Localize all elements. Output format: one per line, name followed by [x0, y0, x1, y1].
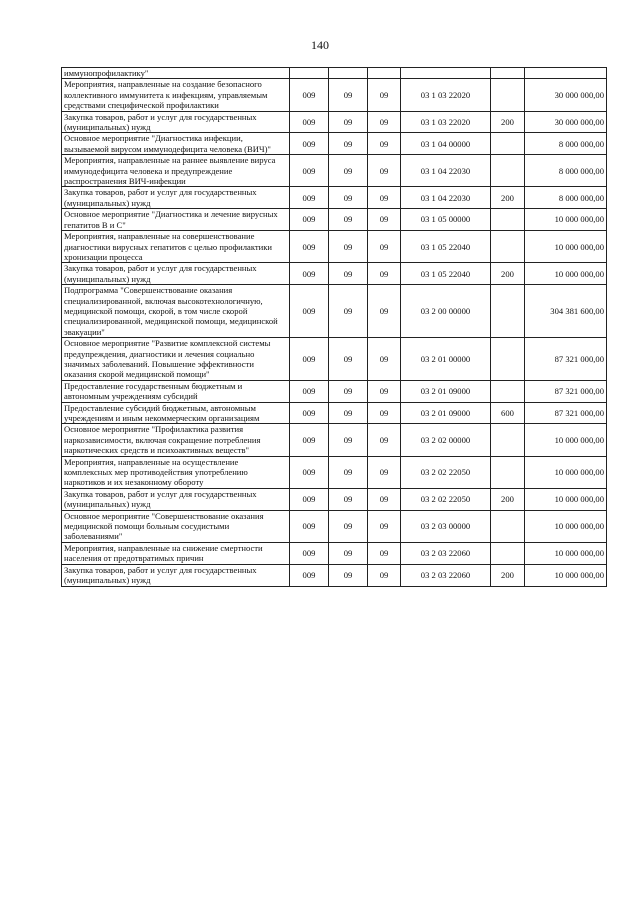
row-name: Предоставление государственным бюджетным и автономным учреждениям субсидий [62, 380, 290, 402]
row-pr: 09 [368, 424, 401, 456]
row-pr: 09 [368, 133, 401, 155]
table-row [62, 285, 607, 338]
row-vr: 200 [491, 263, 525, 285]
row-sum: 8 000 000,00 [525, 187, 607, 209]
row-vr [491, 510, 525, 542]
row-csr: 03 1 04 22030 [401, 155, 491, 187]
row-vr [491, 542, 525, 564]
row-sum: 87 321 000,00 [525, 402, 607, 424]
row-rz: 09 [329, 424, 368, 456]
row-vr: 200 [491, 187, 525, 209]
row-vr: 200 [491, 564, 525, 586]
row-pr: 09 [368, 79, 401, 111]
row-rz: 09 [329, 209, 368, 231]
row-sum: 30 000 000,00 [525, 79, 607, 111]
row-csr: 03 2 03 22060 [401, 542, 491, 564]
row-ved: 009 [290, 424, 329, 456]
row-pr: 09 [368, 380, 401, 402]
row-ved: 009 [290, 133, 329, 155]
row-pr: 09 [368, 338, 401, 381]
row-name: Основное мероприятие "Развитие комплексной системы предупреждения, диагностики и лечения социально значимых заболеваний. Повышение эффективности оказания скорой медицинской помощи" [62, 338, 290, 381]
row-vr [491, 285, 525, 338]
row-ved: 009 [290, 380, 329, 402]
row-sum [525, 68, 607, 79]
row-vr [491, 209, 525, 231]
row-sum: 87 321 000,00 [525, 380, 607, 402]
row-pr: 09 [368, 263, 401, 285]
row-ved [290, 68, 329, 79]
row-ved: 009 [290, 231, 329, 263]
row-name: Предоставление субсидий бюджетным, автономным учреждениям и иным некоммерческим организациям [62, 402, 290, 424]
row-sum: 8 000 000,00 [525, 155, 607, 187]
row-name: Закупка товаров, работ и услуг для государственных (муниципальных) нужд [62, 263, 290, 285]
row-sum: 10 000 000,00 [525, 564, 607, 586]
row-ved: 009 [290, 338, 329, 381]
row-ved: 009 [290, 111, 329, 133]
row-ved: 009 [290, 209, 329, 231]
row-name: Закупка товаров, работ и услуг для государственных (муниципальных) нужд [62, 187, 290, 209]
table-row [62, 111, 607, 133]
row-csr: 03 2 02 22050 [401, 456, 491, 488]
row-rz: 09 [329, 380, 368, 402]
row-name: Мероприятия, направленные на раннее выявление вируса иммунодефицита человека и предупреждение распространения ВИЧ-инфекции [62, 155, 290, 187]
row-vr [491, 79, 525, 111]
row-rz: 09 [329, 510, 368, 542]
row-vr [491, 456, 525, 488]
row-sum: 10 000 000,00 [525, 424, 607, 456]
row-ved: 009 [290, 263, 329, 285]
row-csr: 03 1 05 22040 [401, 263, 491, 285]
row-name: Мероприятия, направленные на создание безопасного коллективного иммунитета к инфекциям, управляемым средствами специфической профилактики [62, 79, 290, 111]
row-ved: 009 [290, 488, 329, 510]
row-rz: 09 [329, 338, 368, 381]
row-rz: 09 [329, 111, 368, 133]
row-rz: 09 [329, 402, 368, 424]
row-sum: 30 000 000,00 [525, 111, 607, 133]
table-row [62, 564, 607, 586]
row-vr [491, 133, 525, 155]
table-row [62, 456, 607, 488]
table-row [62, 542, 607, 564]
row-name: иммунопрофилактику" [62, 68, 290, 79]
table-row [62, 424, 607, 456]
row-rz: 09 [329, 133, 368, 155]
row-csr: 03 1 05 22040 [401, 231, 491, 263]
table-row [62, 79, 607, 111]
row-vr [491, 380, 525, 402]
row-csr: 03 2 01 09000 [401, 380, 491, 402]
row-csr: 03 1 03 22020 [401, 111, 491, 133]
row-rz: 09 [329, 263, 368, 285]
row-ved: 009 [290, 542, 329, 564]
row-pr: 09 [368, 231, 401, 263]
row-ved: 009 [290, 564, 329, 586]
row-csr: 03 1 04 00000 [401, 133, 491, 155]
table-row [62, 488, 607, 510]
row-ved: 009 [290, 456, 329, 488]
table-row [62, 187, 607, 209]
row-name: Основное мероприятие "Совершенствование оказания медицинской помощи больным сосудистыми заболеваниями" [62, 510, 290, 542]
row-ved: 009 [290, 510, 329, 542]
row-ved: 009 [290, 187, 329, 209]
row-vr [491, 338, 525, 381]
row-ved: 009 [290, 155, 329, 187]
row-csr: 03 2 01 00000 [401, 338, 491, 381]
row-csr: 03 2 03 22060 [401, 564, 491, 586]
row-rz: 09 [329, 155, 368, 187]
row-csr: 03 1 04 22030 [401, 187, 491, 209]
table-row [62, 133, 607, 155]
row-csr: 03 2 03 00000 [401, 510, 491, 542]
row-vr: 200 [491, 111, 525, 133]
budget-table [61, 67, 607, 587]
row-rz: 09 [329, 542, 368, 564]
row-sum: 8 000 000,00 [525, 133, 607, 155]
row-pr [368, 68, 401, 79]
row-name: Закупка товаров, работ и услуг для государственных (муниципальных) нужд [62, 111, 290, 133]
row-vr [491, 68, 525, 79]
row-ved: 009 [290, 285, 329, 338]
table-row [62, 338, 607, 381]
row-name: Мероприятия, направленные на снижение смертности населения от предотвратимых причин [62, 542, 290, 564]
row-pr: 09 [368, 488, 401, 510]
row-csr: 03 2 02 22050 [401, 488, 491, 510]
page-number: 140 [311, 38, 329, 52]
row-sum: 10 000 000,00 [525, 488, 607, 510]
row-name: Основное мероприятие "Диагностика инфекции, вызываемой вирусом иммунодефицита человека (ВИЧ)" [62, 133, 290, 155]
row-rz: 09 [329, 488, 368, 510]
table-row [62, 263, 607, 285]
row-vr: 200 [491, 488, 525, 510]
row-sum: 10 000 000,00 [525, 456, 607, 488]
row-csr [401, 68, 491, 79]
row-csr: 03 1 05 00000 [401, 209, 491, 231]
row-pr: 09 [368, 542, 401, 564]
budget-table-body [62, 68, 607, 587]
row-vr [491, 155, 525, 187]
row-sum: 10 000 000,00 [525, 542, 607, 564]
table-row [62, 510, 607, 542]
row-name: Основное мероприятие "Диагностика и лечение вирусных гепатитов В и С" [62, 209, 290, 231]
row-pr: 09 [368, 209, 401, 231]
row-name: Основное мероприятие "Профилактика развития наркозависимости, включая сокращение потребления наркотических средств и психоактивных веществ" [62, 424, 290, 456]
row-vr: 600 [491, 402, 525, 424]
table-row [62, 155, 607, 187]
table-row [62, 68, 607, 79]
row-sum: 87 321 000,00 [525, 338, 607, 381]
row-pr: 09 [368, 510, 401, 542]
row-pr: 09 [368, 111, 401, 133]
row-pr: 09 [368, 285, 401, 338]
table-row [62, 380, 607, 402]
row-pr: 09 [368, 155, 401, 187]
row-rz [329, 68, 368, 79]
row-vr [491, 231, 525, 263]
row-sum: 10 000 000,00 [525, 231, 607, 263]
table-row [62, 402, 607, 424]
row-name: Мероприятия, направленные на осуществление комплексных мер противодействия употреблению наркотиков и их незаконному обороту [62, 456, 290, 488]
row-pr: 09 [368, 402, 401, 424]
row-pr: 09 [368, 187, 401, 209]
row-csr: 03 2 01 09000 [401, 402, 491, 424]
row-name: Закупка товаров, работ и услуг для государственных (муниципальных) нужд [62, 564, 290, 586]
row-ved: 009 [290, 402, 329, 424]
row-rz: 09 [329, 187, 368, 209]
row-ved: 009 [290, 79, 329, 111]
table-row [62, 231, 607, 263]
row-vr [491, 424, 525, 456]
row-rz: 09 [329, 456, 368, 488]
row-rz: 09 [329, 285, 368, 338]
row-name: Подпрограмма "Совершенствование оказания специализированной, включая высокотехнологичную, медицинской помощи, скорой, в том числе скорой специализированной, медицинской помощи, медицинской эвакуации" [62, 285, 290, 338]
row-csr: 03 2 02 00000 [401, 424, 491, 456]
row-rz: 09 [329, 231, 368, 263]
row-pr: 09 [368, 456, 401, 488]
row-name: Закупка товаров, работ и услуг для государственных (муниципальных) нужд [62, 488, 290, 510]
row-rz: 09 [329, 564, 368, 586]
row-name: Мероприятия, направленные на совершенствование диагностики вирусных гепатитов с целью профилактики хронизации процесса [62, 231, 290, 263]
row-sum: 10 000 000,00 [525, 263, 607, 285]
row-sum: 10 000 000,00 [525, 510, 607, 542]
row-rz: 09 [329, 79, 368, 111]
table-row [62, 209, 607, 231]
row-csr: 03 1 03 22020 [401, 79, 491, 111]
row-pr: 09 [368, 564, 401, 586]
row-csr: 03 2 00 00000 [401, 285, 491, 338]
row-sum: 10 000 000,00 [525, 209, 607, 231]
row-sum: 304 381 600,00 [525, 285, 607, 338]
